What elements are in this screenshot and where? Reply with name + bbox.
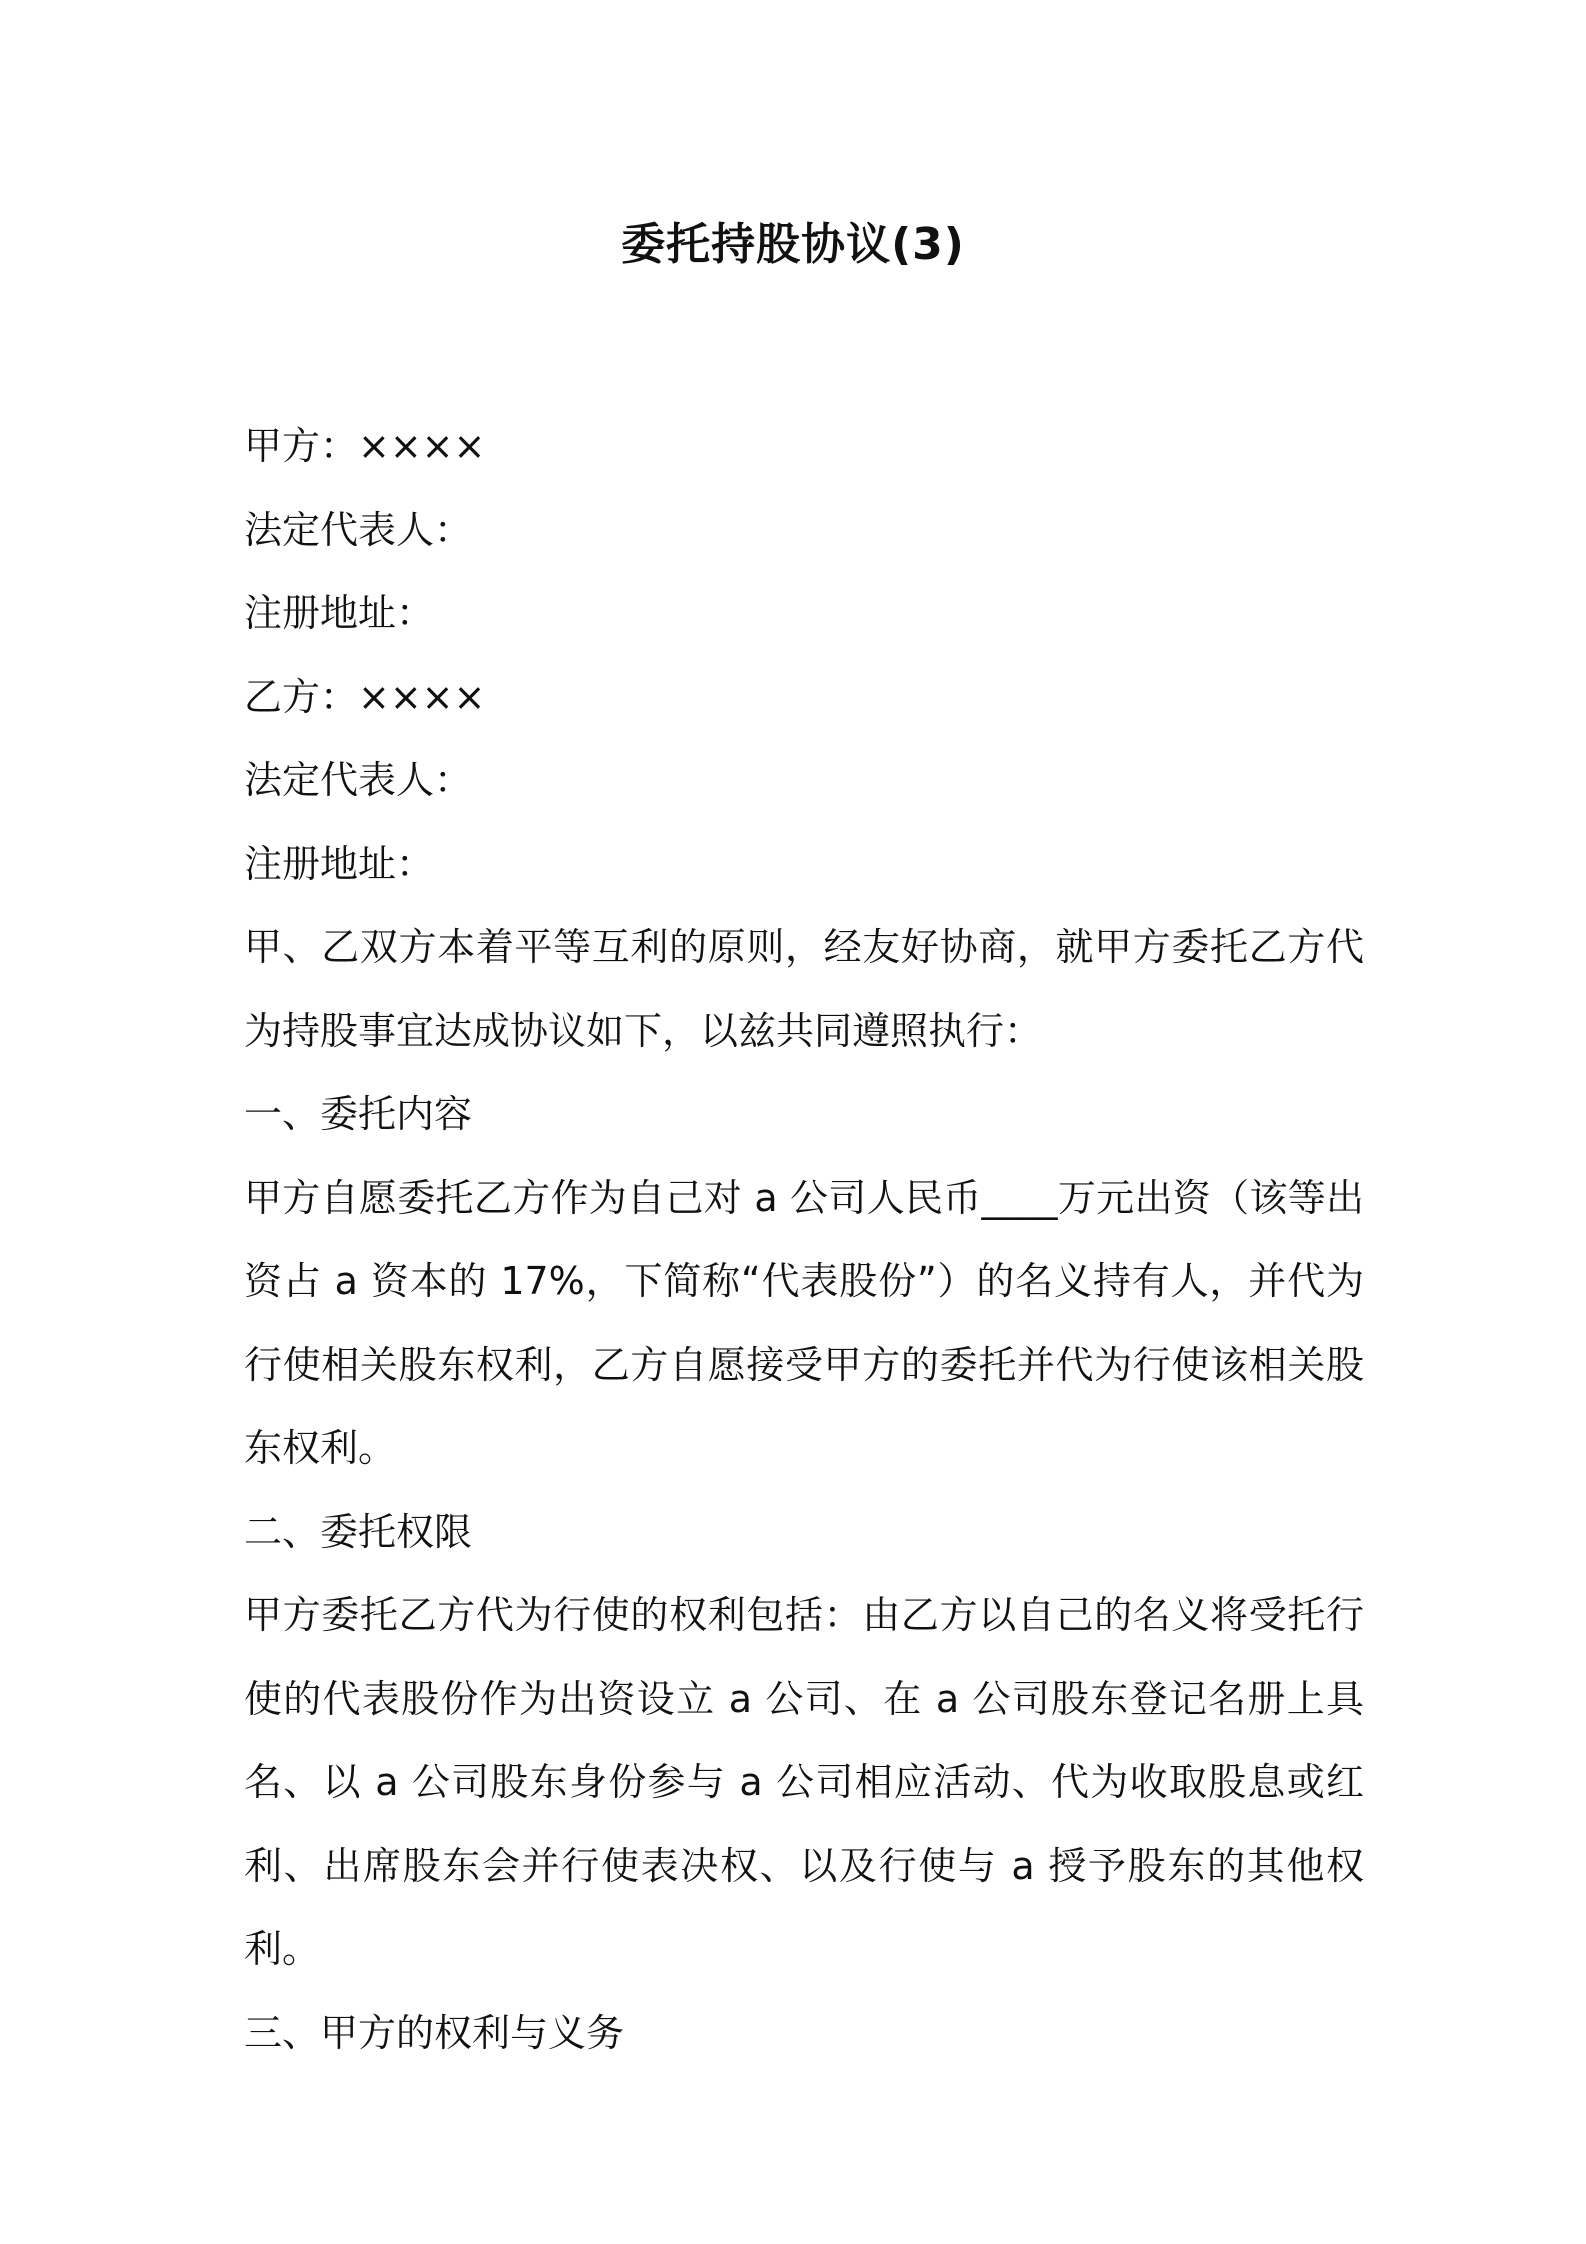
party-a-representative: 法定代表人：	[244, 507, 473, 552]
party-b-name: 乙方：××××	[244, 674, 486, 719]
section-heading: 三、甲方的权利与义务	[244, 2010, 625, 2055]
section-heading: 二、委托权限	[244, 1509, 473, 1554]
party-a-name: 甲方：××××	[244, 424, 486, 468]
party-b-address: 注册地址：	[244, 841, 435, 886]
party-a-address: 注册地址：	[244, 591, 435, 635]
party-b-representative: 法定代表人：	[244, 758, 473, 802]
document-body	[244, 405, 1364, 2075]
section-heading: 一、委托内容	[244, 1092, 473, 1136]
section-body: 甲方自愿委托乙方作为自己对 a 公司人民币____万元出资（该等出资占 a 资本的 17%，下简称“代表股份”）的名义持有人，并代为行使相关股东权利，乙方自愿接受甲方的委托并代为行使该相关股东权利。	[244, 1175, 1364, 1470]
section-body: 甲方委托乙方代为行使的权利包括：由乙方以自己的名义将受托行使的代表股份作为出资设立 a 公司、在 a 公司股东登记名册上具名、以 a 公司股东身份参与 a 公司相应活动、代为收取股息或红利、出席股东会并行使表决权、以及行使与 a 授予股东的其他权利。	[244, 1593, 1364, 1971]
preamble-paragraph: 甲、乙双方本着平等互利的原则，经友好协商，就甲方委托乙方代为持股事宜达成协议如下，以兹共同遵照执行：	[244, 925, 1364, 1053]
document-title: 委托持股协议(3)	[621, 219, 965, 270]
